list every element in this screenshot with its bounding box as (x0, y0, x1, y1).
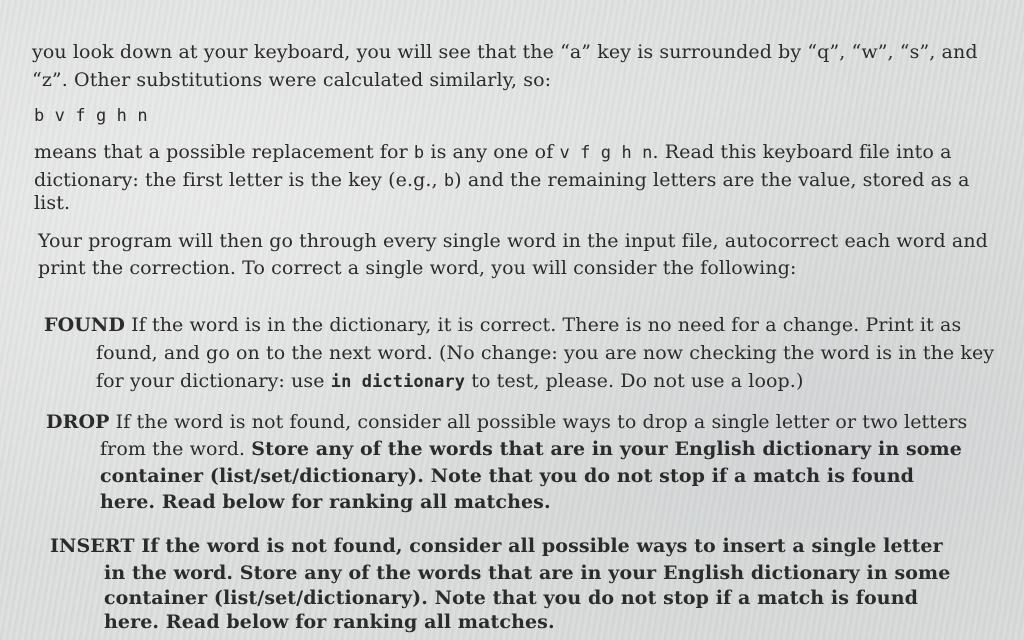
intro-line-5: list. (34, 192, 71, 214)
intro-code-b: b (413, 143, 425, 163)
intro-line-3-e: . Read this keyboard file into a (652, 141, 952, 163)
intro-line-4 (34, 168, 970, 193)
insert-line-4: here. Read below for ranking all matches. (104, 611, 555, 633)
found-line-3-b: to test, please. Do not use a loop.) (465, 370, 804, 392)
intro-line-3-c: is any one of (424, 141, 560, 163)
program-line-2: print the correction. To correct a single word, you will consider the following: (38, 257, 797, 279)
drop-line-2-b: Store any of the words that are in your English dictionary in some (251, 438, 962, 460)
intro-line-4-b: ) and the remaining letters are the value, stored as a (454, 169, 970, 191)
found-line-3-a: for your dictionary: use (96, 370, 331, 392)
intro-line-3 (34, 140, 952, 165)
found-code: in dictionary (330, 372, 466, 392)
intro-code-replacements: v f g h n (559, 143, 653, 163)
drop-line-1 (46, 410, 967, 434)
drop-line-1-text: If the word is not found, consider all possible ways to drop a single letter or two letters (109, 411, 968, 433)
intro-line-4-a: dictionary: the first letter is the key (e.g., (34, 169, 444, 191)
drop-line-3: container (list/set/dictionary). Note that you do not stop if a match is found (100, 465, 915, 487)
insert-line-1 (50, 534, 943, 558)
intro-line-2: “z”. Other substitutions were calculated similarly, so: (32, 69, 552, 91)
insert-term: INSERT (50, 535, 135, 557)
drop-line-2 (100, 437, 962, 461)
insert-line-2: in the word. Store any of the words that are in your English dictionary in some (104, 562, 951, 584)
insert-line-1-text: If the word is not found, consider all possible ways to insert a single letter (134, 535, 943, 557)
found-line-1 (44, 313, 961, 337)
drop-term: DROP (46, 411, 110, 433)
intro-line-4-code: b (443, 171, 455, 191)
found-line-1-text: If the word is in the dictionary, it is correct. There is no need for a change. Print it as (124, 314, 962, 336)
drop-line-2-a: from the word. (100, 438, 252, 460)
insert-line-3: container (list/set/dictionary). Note that you do not stop if a match is found (104, 587, 919, 609)
found-term: FOUND (44, 314, 125, 336)
found-line-2: found, and go on to the next word. (No change: you are now checking the word is in the key (96, 342, 995, 364)
intro-line-3-a: means that a possible replacement for (34, 141, 414, 163)
drop-line-4: here. Read below for ranking all matches. (100, 491, 551, 513)
intro-line-1: you look down at your keyboard, you will see that the “a” key is surrounded by “q”, “w”, “s”, and (32, 41, 978, 63)
program-line-1: Your program will then go through every single word in the input file, autocorrect each word and (38, 230, 988, 252)
found-line-3 (96, 369, 803, 394)
code-example: b v f g h n (34, 106, 148, 126)
